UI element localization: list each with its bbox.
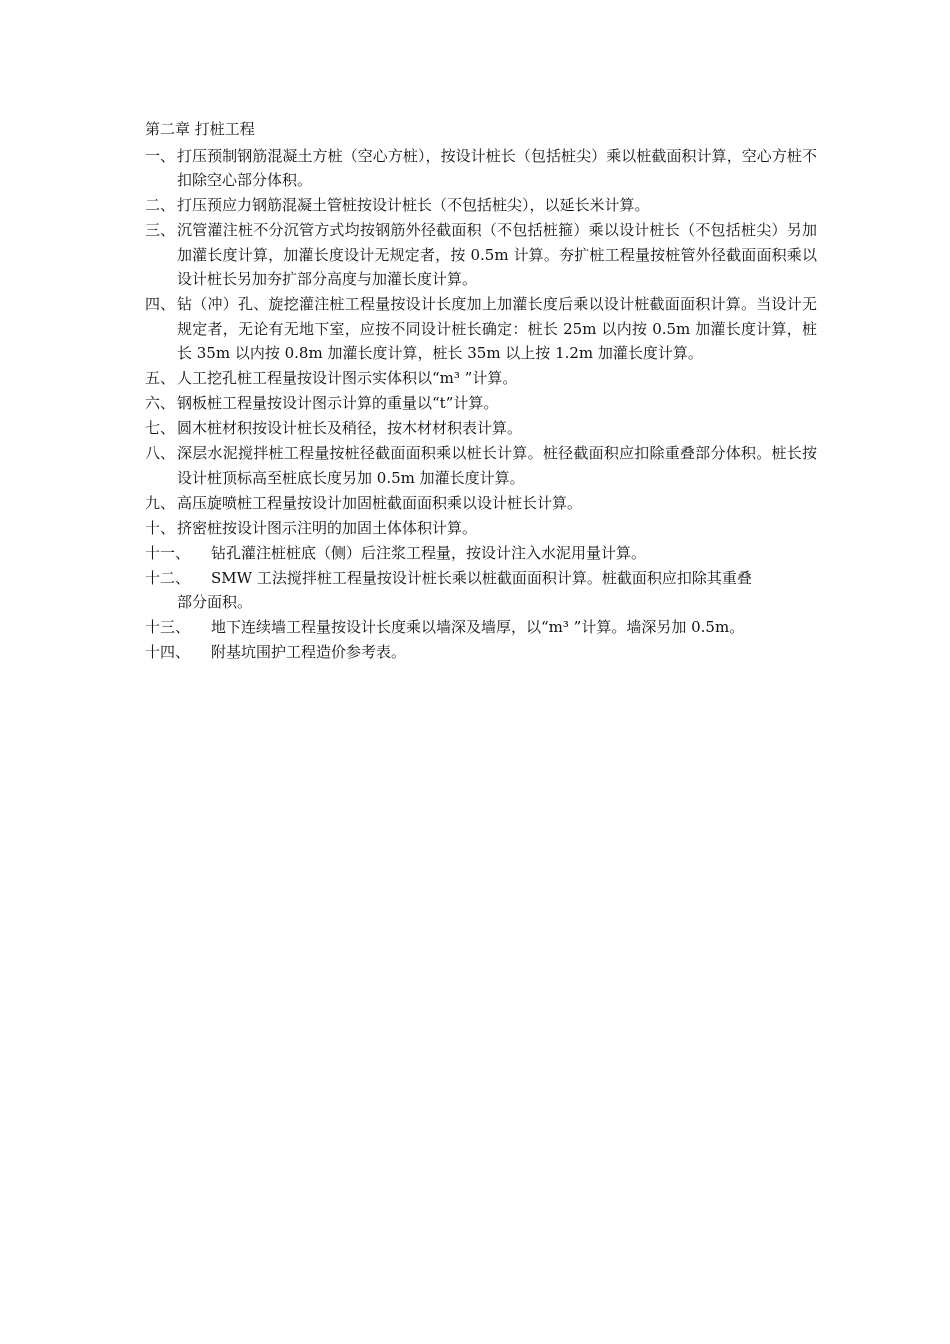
item-number: 二、 [145, 196, 176, 214]
item-text-continued: 部分面积。 [177, 593, 253, 611]
list-item [145, 640, 817, 665]
item-text: 地下连续墙工程量按设计长度乘以墙深及墙厚，以“m³ ”计算。墙深另加 0.5m。 [211, 618, 745, 636]
document-page [145, 117, 817, 665]
item-number: 四、 [145, 295, 176, 313]
list-item [145, 541, 817, 566]
item-text: SMW 工法搅拌桩工程量按设计桩长乘以桩截面面积计算。桩截面积应扣除其重叠 [211, 568, 752, 587]
item-number: 十三、 [145, 618, 191, 636]
item-text: 圆木桩材积按设计桩长及稍径，按木材材积表计算。 [177, 419, 523, 437]
item-text: 打压预制钢筋混凝土方桩（空心方桩），按设计桩长（包括桩尖）乘以桩截面积计算，空心方桩不扣除空心部分体积。 [177, 146, 817, 189]
list-item [145, 144, 817, 193]
item-text: 高压旋喷桩工程量按设计加固桩截面面积乘以设计桩长计算。 [177, 493, 583, 512]
item-number: 五、 [145, 369, 176, 387]
item-number: 六、 [145, 394, 176, 412]
item-number: 十二、 [145, 568, 191, 587]
item-text: 钻（冲）孔、旋挖灌注桩工程量按设计长度加上加灌长度后乘以设计桩截面面积计算。当设计无规定者，无论有无地下室，应按不同设计桩长确定：桩长 25m 以内按 0.5m 加灌长度计算，桩长 35m 以内按 0.8m 加灌长度计算，桩长 35m 以上按 1.2m 加灌长度计算。 [177, 295, 817, 362]
item-number: 三、 [145, 221, 176, 239]
item-number: 七、 [145, 419, 176, 437]
list-item [145, 292, 817, 366]
list-item [145, 416, 817, 441]
item-number: 九、 [145, 493, 176, 512]
item-number: 十四、 [145, 643, 191, 661]
item-text: 附基坑围护工程造价参考表。 [211, 643, 407, 661]
item-text: 钢板桩工程量按设计图示计算的重量以“t”计算。 [177, 394, 499, 412]
list-item [145, 193, 817, 218]
item-number: 一、 [145, 146, 176, 165]
list-item [145, 218, 817, 292]
item-text: 挤密桩按设计图示注明的加固土体体积计算。 [177, 518, 478, 537]
item-number: 十一、 [145, 543, 191, 562]
list-item [145, 566, 817, 615]
list-item [145, 491, 817, 516]
list-item [145, 391, 817, 416]
list-item [145, 516, 817, 541]
item-text: 人工挖孔桩工程量按设计图示实体积以“m³ ”计算。 [177, 369, 518, 387]
item-text: 打压预应力钢筋混凝土管桩按设计桩长（不包括桩尖），以延长米计算。 [177, 196, 650, 214]
item-number: 十、 [145, 518, 176, 537]
item-text: 沉管灌注桩不分沉管方式均按钢筋外径截面积（不包括桩箍）乘以设计桩长（不包括桩尖）另加加灌长度计算，加灌长度设计无规定者，按 0.5m 计算。夯扩桩工程量按桩管外径截面面积乘以设计桩长另加夯扩部分高度与加灌长度计算。 [177, 221, 817, 288]
item-text: 钻孔灌注桩桩底（侧）后注浆工程量，按设计注入水泥用量计算。 [211, 543, 647, 562]
item-number: 八、 [145, 444, 176, 462]
list-item [145, 441, 817, 490]
list-item [145, 366, 817, 391]
chapter-title: 第二章 打桩工程 [145, 120, 255, 138]
list-item [145, 615, 817, 640]
item-text: 深层水泥搅拌桩工程量按桩径截面面积乘以桩长计算。桩径截面积应扣除重叠部分体积。桩长按设计桩顶标高至桩底长度另加 0.5m 加灌长度计算。 [177, 444, 817, 487]
